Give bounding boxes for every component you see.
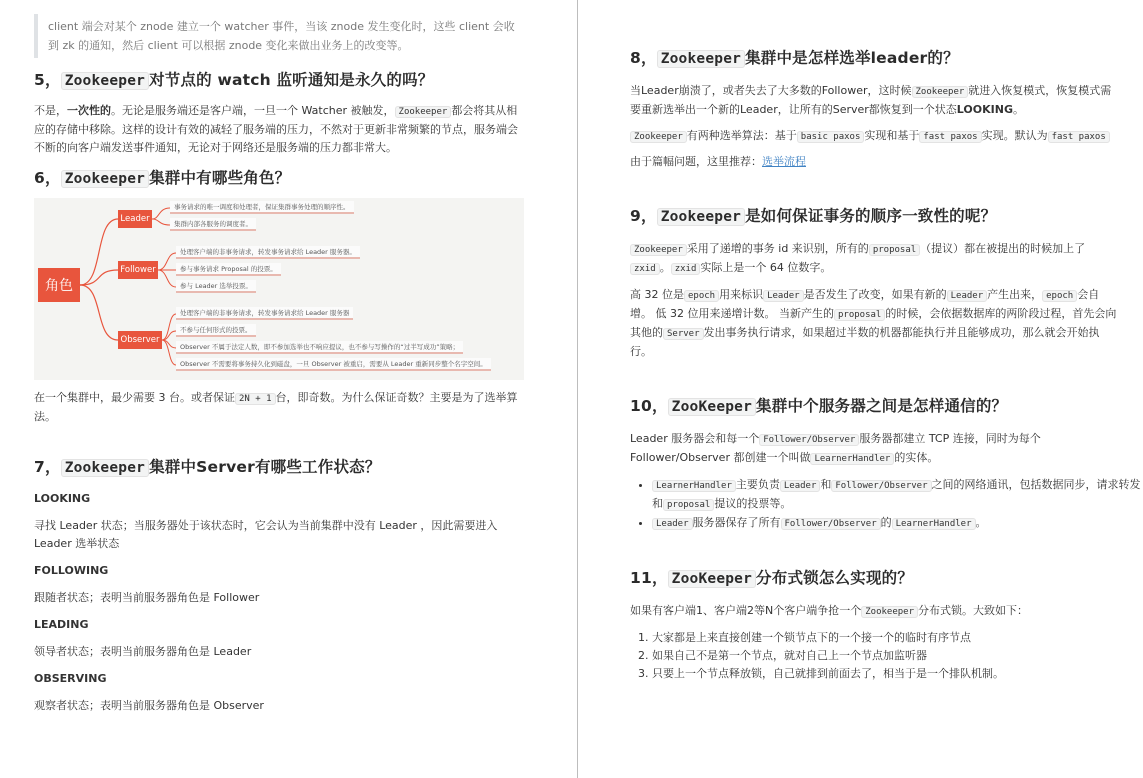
mindmap-leaf: Observer 不需要将事务持久化到磁盘，一旦 Observer 被重启，需要从 Leader 重新同步整个名字空间。	[176, 358, 491, 371]
mindmap-leaf: 参与事务请求 Proposal 的投票。	[176, 263, 281, 276]
list-item: 3. 只要上一个节点释放锁，自己就排到前面去了，相当于是一个排队机制。	[652, 665, 1143, 683]
state-desc: 跟随者状态；表明当前服务器角色是 Follower	[34, 591, 260, 604]
mindmap-node-follower: Follower	[118, 261, 158, 279]
paragraph-q9-2: 高 32 位是 epoch 用来标识 Leader 是否发生了改变，如果有新的 Leader 产生出来， epoch 会自增。 低 32 位用来递增计数。 当新产生的 proposal 的时候，会依据数据库的两阶段过程，首先会向其他的 Server 发出事务执行请求，如果超过半数的机器都能执行并且能够成功，那么就会开始执行。	[630, 288, 1117, 358]
blockquote: client 端会对某个 znode 建立一个 watcher 事件，当该 znode 发生变化时，这些 client 会收到 zk 的通知，然后 client 可以根据 znode 变化来做出业务上的改变等。	[34, 14, 518, 58]
q10-bullet-list	[652, 476, 1142, 533]
list-item: 2. 如果自己不是第一个节点，就对自己上一个节点加监听器	[652, 647, 1143, 665]
roles-mindmap	[34, 198, 524, 380]
heading-q9: 9， Zookeeper 是如何保证事务的顺序一致性的呢？	[630, 207, 997, 225]
mindmap-leaf: 处理客户端的非事务请求，转发事务请求给 Leader 服务器。	[176, 246, 360, 259]
state-title: FOLLOWING	[34, 564, 109, 577]
paragraph-q11-1: 如果有客户端1、客户端2等N个客户端争抢一个 Zookeeper 分布式锁。大致如下：	[630, 604, 1029, 617]
right-page	[580, 0, 1143, 778]
q11-steps-list	[652, 629, 1143, 683]
list-item: • Leader 服务器保存了所有 Follower/Observer 的 LearnerHandler 。	[652, 514, 1142, 533]
mindmap-leaf: 事务请求的唯一调度和处理者，保证集群事务处理的顺序性。	[170, 201, 354, 214]
state-title: LEADING	[34, 618, 89, 631]
state-desc: 观察者状态；表明当前服务器角色是 Observer	[34, 699, 264, 712]
mindmap-leaf: Observer 不属于法定人数，即不参加选举也不响应提议，也不参与写操作的“过半写成功”策略；	[176, 341, 463, 354]
heading-q7: 7， Zookeeper 集群中Server有哪些工作状态？	[34, 458, 381, 476]
mindmap-node-leader: Leader	[118, 210, 152, 228]
state-desc: 领导者状态；表明当前服务器角色是 Leader	[34, 645, 252, 658]
mindmap-leaf: 处理客户端的非事务请求，转发事务请求给 Leader 服务器	[176, 307, 353, 320]
mindmap-root-node: 角色	[38, 268, 80, 302]
paragraph-q9-1: Zookeeper 采用了递增的事务 id 来识别，所有的 proposal （提议）都在被提出的时候加上了zxid 。 zxid 实际上是一个 64 位数字。	[630, 240, 1120, 278]
heading-q8: 8， Zookeeper 集群中是怎样选举leader的？	[630, 49, 959, 67]
list-item: • LearnerHandler 主要负责 Leader 和 Follower/Observer 之间的网络通讯，包括数据同步，请求转发和 proposal 提议的投票等。	[652, 476, 1142, 514]
election-process-link[interactable]: 选举流程	[762, 155, 806, 168]
heading-q6: 6， Zookeeper 集群中有哪些角色？	[34, 169, 291, 187]
paragraph-q10-1: Leader 服务器会和每一个 Follower/Observer 服务器都建立 TCP 连接，同时为每个 Follower/Observer 都创建一个叫做 LearnerHandler 的实体。	[630, 432, 1041, 464]
mindmap-leaf: 集群内部各服务的调度者。	[170, 218, 256, 231]
paragraph-q5: 不是，一次性的。无论是服务端还是客户端，一旦一个 Watcher 被触发， Zookeeper 都会将其从相应的存储中移除。这样的设计有效的减轻了服务端的压力，不然对于更新非常频繁的节点，服务端会不断的向客户端发送事件通知，无论对于网络还是服务端的压力都非常大。	[34, 104, 518, 154]
mindmap-leaf: 参与 Leader 选举投票。	[176, 280, 256, 293]
page-divider	[577, 0, 578, 778]
paragraph-q8-3: 由于篇幅问题，这里推荐：选举流程	[630, 155, 806, 168]
state-title: LOOKING	[34, 492, 91, 505]
heading-q10: 10， ZooKeeper 集群中个服务器之间是怎样通信的？	[630, 397, 1008, 415]
paragraph-q8-2: Zookeeper 有两种选举算法：基于 basic paxos 实现和基于 fast paxos 实现。默认为 fast paxos	[630, 127, 1125, 146]
heading-q11: 11， ZooKeeper 分布式锁怎么实现的？	[630, 569, 914, 587]
state-desc: 寻找 Leader 状态；当服务器处于该状态时，它会认为当前集群中没有 Leader ，因此需要进入 Leader 选举状态	[34, 519, 498, 550]
list-item: 1. 大家都是上来直接创建一个锁节点下的一个接一个的临时有序节点	[652, 629, 1143, 647]
paragraph-q8-1: 当Leader崩溃了，或者失去了大多数的Follower，这时候 Zookeeper 就进入恢复模式，恢复模式需要重新选举出一个新的Leader，让所有的Server都恢复到一个状态LOOKING。	[630, 84, 1112, 116]
mindmap-node-observer: Observer	[118, 331, 162, 349]
state-title: OBSERVING	[34, 672, 107, 685]
heading-q5: 5， Zookeeper 对节点的 watch 监听通知是永久的吗？	[34, 71, 434, 89]
paragraph-q6: 在一个集群中，最少需要 3 台。或者保证 2N + 1 台，即奇数。为什么保证奇数？主要是为了选举算法。	[34, 391, 518, 423]
mindmap-leaf: 不参与任何形式的投票。	[176, 324, 256, 337]
